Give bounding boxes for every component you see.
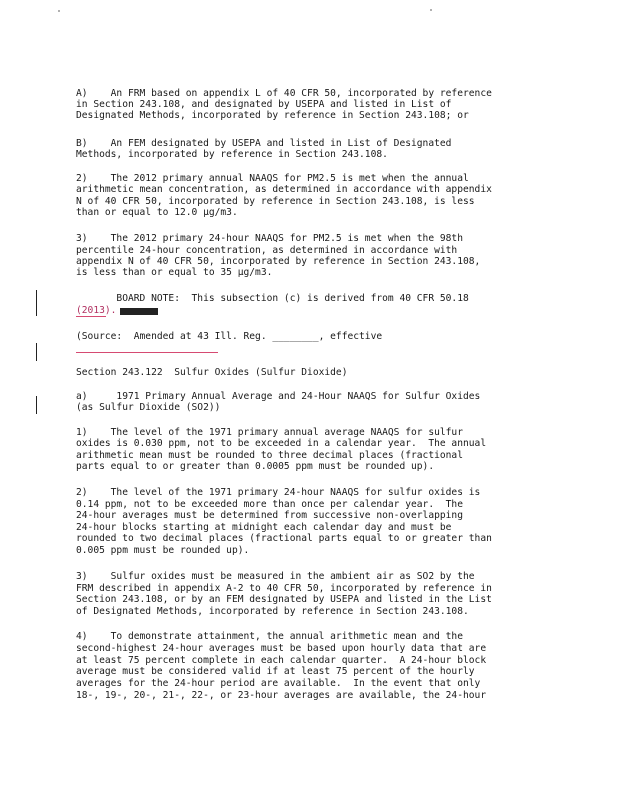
section-2-line-6: 0.005 ppm must be rounded up). — [76, 545, 250, 556]
board-note-line-2: (2013). — [76, 305, 117, 316]
change-bar — [36, 396, 37, 414]
board-note-line-1: BOARD NOTE: This subsection (c) is derived from 40 CFR 50.18 — [76, 293, 469, 304]
paragraph-b-line-1: B) An FEM designated by USEPA and listed in List of Designated — [76, 138, 452, 149]
paragraph-3-line-1: 3) The 2012 primary 24-hour NAAQS for PM2.5 is met when the 98th — [76, 233, 463, 244]
section-3-line-2: FRM described in appendix A-2 to 40 CFR 50, incorporated by reference in — [76, 583, 492, 594]
red-strikeline — [76, 316, 106, 317]
section-4-line-1: 4) To demonstrate attainment, the annual arithmetic mean and the — [76, 631, 463, 642]
paragraph-3-line-3: appendix N of 40 CFR 50, incorporated by reference in Section 243.108, — [76, 256, 481, 267]
section-2-line-4: 24-hour blocks starting at midnight each calendar day and must be — [76, 522, 452, 533]
paragraph-a-line-3: Designated Methods, incorporated by reference in Section 243.108; or — [76, 110, 469, 121]
section-a-line-1: a) 1971 Primary Annual Average and 24-Hour NAAQS for Sulfur Oxides — [76, 391, 481, 402]
section-3-line-3: Section 243.108, or by an FEM designated by USEPA and listed in the List — [76, 594, 492, 605]
paragraph-3-line-2: percentile 24-hour concentration, as determined in accordance with — [76, 245, 458, 256]
scan-speck — [58, 10, 60, 12]
section-heading: Section 243.122 Sulfur Oxides (Sulfur Dioxide) — [76, 367, 348, 378]
paragraph-a-line-1: A) An FRM based on appendix L of 40 CFR 50, incorporated by reference — [76, 88, 492, 99]
paragraph-a-line-2: in Section 243.108, and designated by USEPA and listed in List of — [76, 99, 452, 110]
paragraph-2-line-4: than or equal to 12.0 μg/m3. — [76, 207, 238, 218]
section-1-line-3: arithmetic mean must be rounded to three decimal places (fractional — [76, 450, 463, 461]
section-2-line-5: rounded to two decimal places (fractional parts equal to or greater than — [76, 533, 492, 544]
section-4-line-2: second-highest 24-hour averages must be based upon hourly data that are — [76, 643, 487, 654]
section-3-line-4: of Designated Methods, incorporated by reference in Section 243.108. — [76, 606, 469, 617]
paragraph-b-line-2: Methods, incorporated by reference in Section 243.108. — [76, 149, 388, 160]
change-bar — [36, 343, 37, 361]
section-a-line-2: (as Sulfur Dioxide (SO2)) — [76, 402, 221, 413]
section-4-line-4: average must be considered valid if at least 75 percent of the hourly — [76, 666, 475, 677]
paragraph-3-line-4: is less than or equal to 35 μg/m3. — [76, 267, 273, 278]
scan-speck — [430, 9, 432, 11]
section-2-line-1: 2) The level of the 1971 primary 24-hour NAAQS for sulfur oxides is — [76, 487, 481, 498]
section-3-line-1: 3) Sulfur oxides must be measured in the ambient air as SO2 by the — [76, 571, 475, 582]
paragraph-2-line-2: arithmetic mean concentration, as determined in accordance with appendix — [76, 184, 492, 195]
section-1-line-2: oxides is 0.030 ppm, not to be exceeded in a calendar year. The annual — [76, 438, 487, 449]
source-line-1: (Source: Amended at 43 Ill. Reg. ________, effective — [76, 331, 383, 342]
section-4-line-3: at least 75 percent complete in each calendar quarter. A 24-hour block — [76, 655, 487, 666]
section-2-line-3: 24-hour averages must be determined from successive non-overlapping — [76, 510, 463, 521]
section-2-line-2: 0.14 ppm, not to be exceeded more than once per calendar year. The — [76, 499, 463, 510]
paragraph-2-line-3: N of 40 CFR 50, incorporated by reference in Section 243.108, is less — [76, 196, 475, 207]
section-1-line-1: 1) The level of the 1971 primary annual average NAAQS for sulfur — [76, 427, 463, 438]
redaction-mark — [120, 308, 158, 315]
effective-date-blank — [76, 352, 218, 353]
paragraph-2-line-1: 2) The 2012 primary annual NAAQS for PM2.5 is met when the annual — [76, 173, 469, 184]
section-1-line-4: parts equal to or greater than 0.0005 ppm must be rounded up). — [76, 461, 435, 472]
section-4-line-6: 18-, 19-, 20-, 21-, 22-, or 23-hour averages are available, the 24-hour — [76, 690, 487, 701]
section-4-line-5: averages for the 24-hour period are available. In the event that only — [76, 678, 481, 689]
change-bar — [36, 290, 37, 316]
